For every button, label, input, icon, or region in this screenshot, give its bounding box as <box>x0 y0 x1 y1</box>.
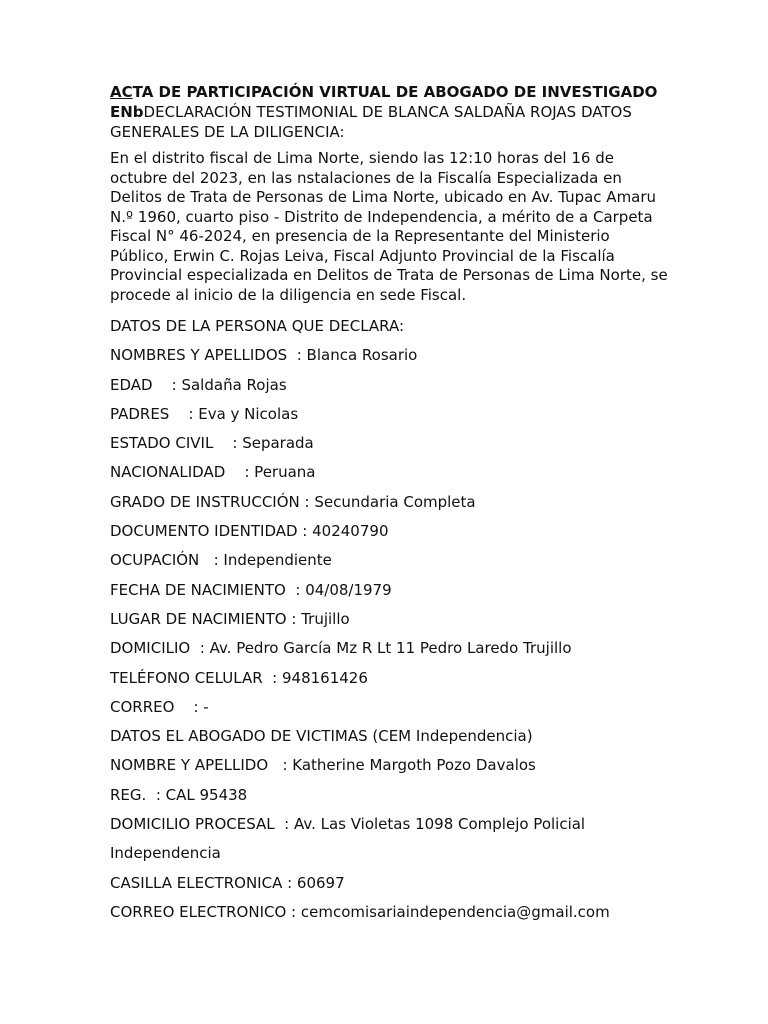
intro-paragraph: En el distrito fiscal de Lima Norte, siendo las 12:10 horas del 16 de octubre del 2023, en las nstalaciones de la Fiscalía Especializada en Delitos de Trata de Personas de Lima Norte, ubicado en Av. Tupac Amaru N.º 1960, cuarto piso - Distrito de Independencia, a mérito de a Carpeta Fiscal N° 46-2024, en presencia de la Representante del Ministerio Público, Erwin C. Rojas Leiva, Fiscal Adjunto Provincial de la Fiscalía Provincial especializada en Delitos de Trata de Personas de Lima Norte, se procede al inicio de la diligencia en sede Fiscal. <box>110 149 668 304</box>
field-documento-identidad: DOCUMENTO IDENTIDAD : 40240790 <box>110 522 389 541</box>
field-casilla-electronica: CASILLA ELECTRONICA : 60697 <box>110 873 345 892</box>
title-bold-part: TA DE PARTICIPACIÓN VIRTUAL DE ABOGADO DE INVESTIGADO ENb <box>110 83 658 121</box>
field-nacionalidad: NACIONALIDAD : Peruana <box>110 463 316 482</box>
field-domicilio: DOMICILIO : Av. Pedro García Mz R Lt 11 Pedro Laredo Trujillo <box>110 639 572 658</box>
field-registro: REG. : CAL 95438 <box>110 785 248 804</box>
title-regular-part: DECLARACIÓN TESTIMONIAL DE BLANCA SALDAÑA ROJAS DATOS GENERALES DE LA DILIGENCIA: <box>110 103 632 141</box>
field-correo: CORREO : - <box>110 697 209 716</box>
section-declarant-heading: DATOS DE LA PERSONA QUE DECLARA: <box>110 317 405 335</box>
title-underlined-part: AC <box>110 83 133 101</box>
field-ocupacion: OCUPACIÓN : Independiente <box>110 551 332 570</box>
field-domicilio-procesal: DOMICILIO PROCESAL : Av. Las Violetas 1098 Complejo Policial <box>110 815 586 834</box>
document-title <box>110 82 670 142</box>
field-estado-civil: ESTADO CIVIL : Separada <box>110 434 314 453</box>
field-nombres-apellidos: NOMBRES Y APELLIDOS : Blanca Rosario <box>110 346 418 365</box>
field-telefono-celular: TELÉFONO CELULAR : 948161426 <box>110 668 368 687</box>
field-fecha-nacimiento: FECHA DE NACIMIENTO : 04/08/1979 <box>110 580 392 599</box>
document-page <box>110 82 670 927</box>
section-abogado-heading: DATOS EL ABOGADO DE VICTIMAS (CEM Independencia) <box>110 727 533 746</box>
field-lugar-nacimiento: LUGAR DE NACIMIENTO : Trujillo <box>110 609 350 628</box>
field-domicilio-procesal-cont: Independencia <box>110 844 221 863</box>
field-correo-electronico: CORREO ELECTRONICO : cemcomisariaindependencia@gmail.com <box>110 902 610 921</box>
field-padres: PADRES : Eva y Nicolas <box>110 404 299 423</box>
field-nombre-apellido-abogado: NOMBRE Y APELLIDO : Katherine Margoth Pozo Davalos <box>110 756 536 775</box>
field-grado-instruccion: GRADO DE INSTRUCCIÓN : Secundaria Completa <box>110 492 476 511</box>
field-edad: EDAD : Saldaña Rojas <box>110 375 287 394</box>
